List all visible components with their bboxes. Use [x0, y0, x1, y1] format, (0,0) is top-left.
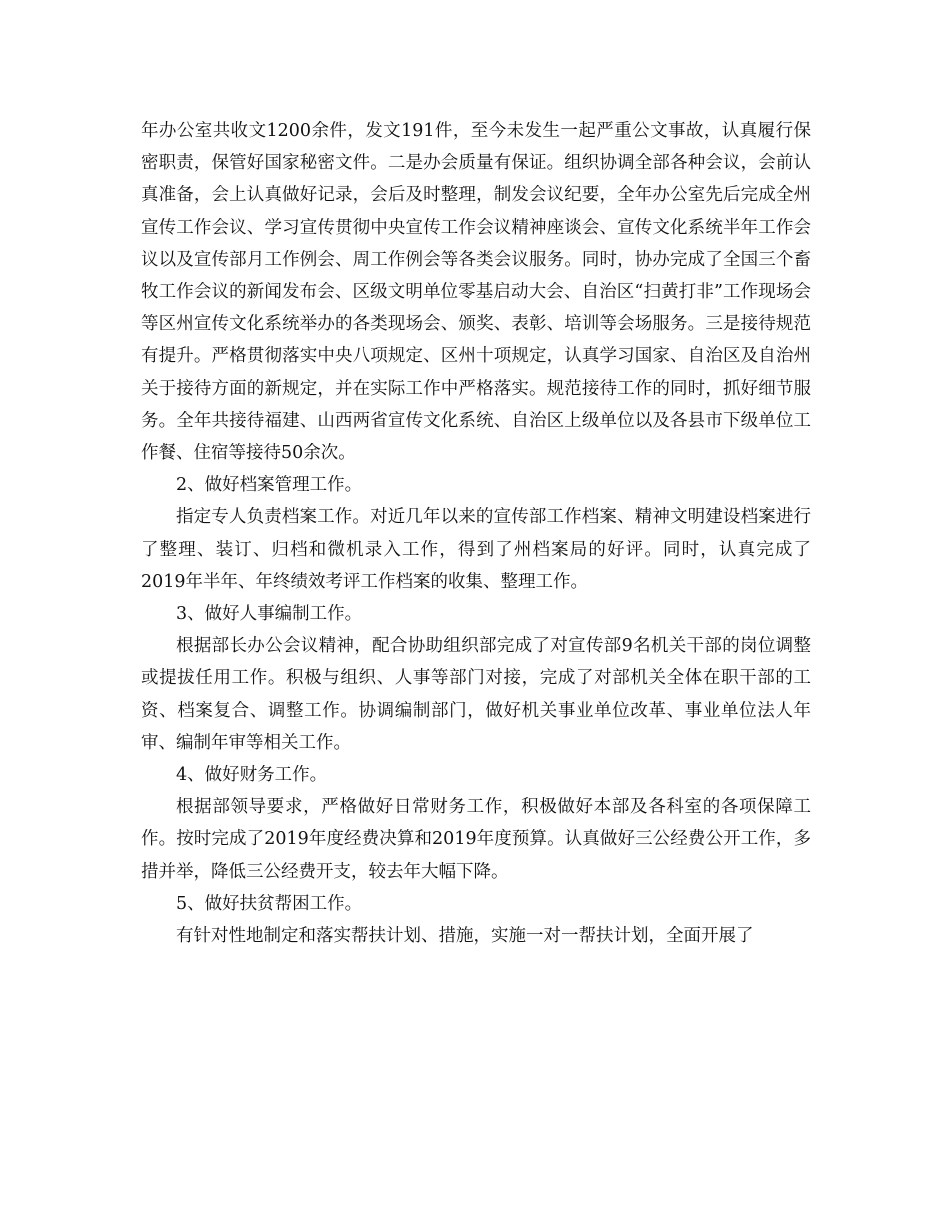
heading-poverty-assistance: 5、做好扶贫帮困工作。 — [176, 893, 363, 914]
heading-finance-work: 4、做好财务工作。 — [176, 765, 328, 786]
heading-personnel-staffing: 3、做好人事编制工作。 — [176, 604, 363, 625]
document-body — [141, 115, 811, 952]
paragraph-office-work-continued: 年办公室共收文1200余件，发文191件，至今未发生一起严重公文事故，认真履行保密职责，保管好国家秘密文件。二是办会质量有保证。组织协调全部各种会议，会前认真准备，会上认真做好记录，会后及时整理，制发会议纪要，全年办公室先后完成全州宣传工作会议、学习宣传贯彻中央宣传工作会议精神座谈会、宣传文化系统半年工作会议以及宣传部月工作例会、周工作例会等各类会议服务。同时，协办完成了全国三个畜牧工作会议的新闻发布会、区级文明单位零基启动大会、自治区“扫黄打非”工作现场会等区州宣传文化系统举办的各类现场会、颁奖、表彰、培训等会场服务。三是接待规范有提升。严格贯彻落实中央八项规定、区州十项规定，认真学习国家、自治区及自治州关于接待方面的新规定，并在实际工作中严格落实。规范接待工作的同时，抓好细节服务。全年共接待福建、山西两省宣传文化系统、自治区上级单位以及各县市下级单位工作餐、住宿等接待50余次。 — [141, 121, 811, 464]
paragraph-archive-management: 指定专人负责档案工作。对近几年以来的宣传部工作档案、精神文明建设档案进行了整理、装订、归档和微机录入工作，得到了州档案局的好评。同时，认真完成了2019年半年、年终绩效考评工作档案的收集、整理工作。 — [141, 507, 811, 592]
heading-archive-management: 2、做好档案管理工作。 — [176, 475, 363, 496]
paragraph-poverty-assistance: 有针对性地制定和落实帮扶计划、措施，实施一对一帮扶计划，全面开展了 — [176, 926, 754, 947]
paragraph-finance-work: 根据部领导要求，严格做好日常财务工作，积极做好本部及各科室的各项保障工作。按时完成了2019年度经费决算和2019年度预算。认真做好三公经费公开工作，多措并举，降低三公经费开支，较去年大幅下降。 — [141, 797, 811, 882]
paragraph-personnel-staffing: 根据部长办公会议精神，配合协助组织部完成了对宣传部9名机关干部的岗位调整或提拔任用工作。积极与组织、人事等部门对接，完成了对部机关全体在职干部的工资、档案复合、调整工作。协调编制部门，做好机关事业单位改革、事业单位法人年审、编制年审等相关工作。 — [141, 636, 811, 753]
